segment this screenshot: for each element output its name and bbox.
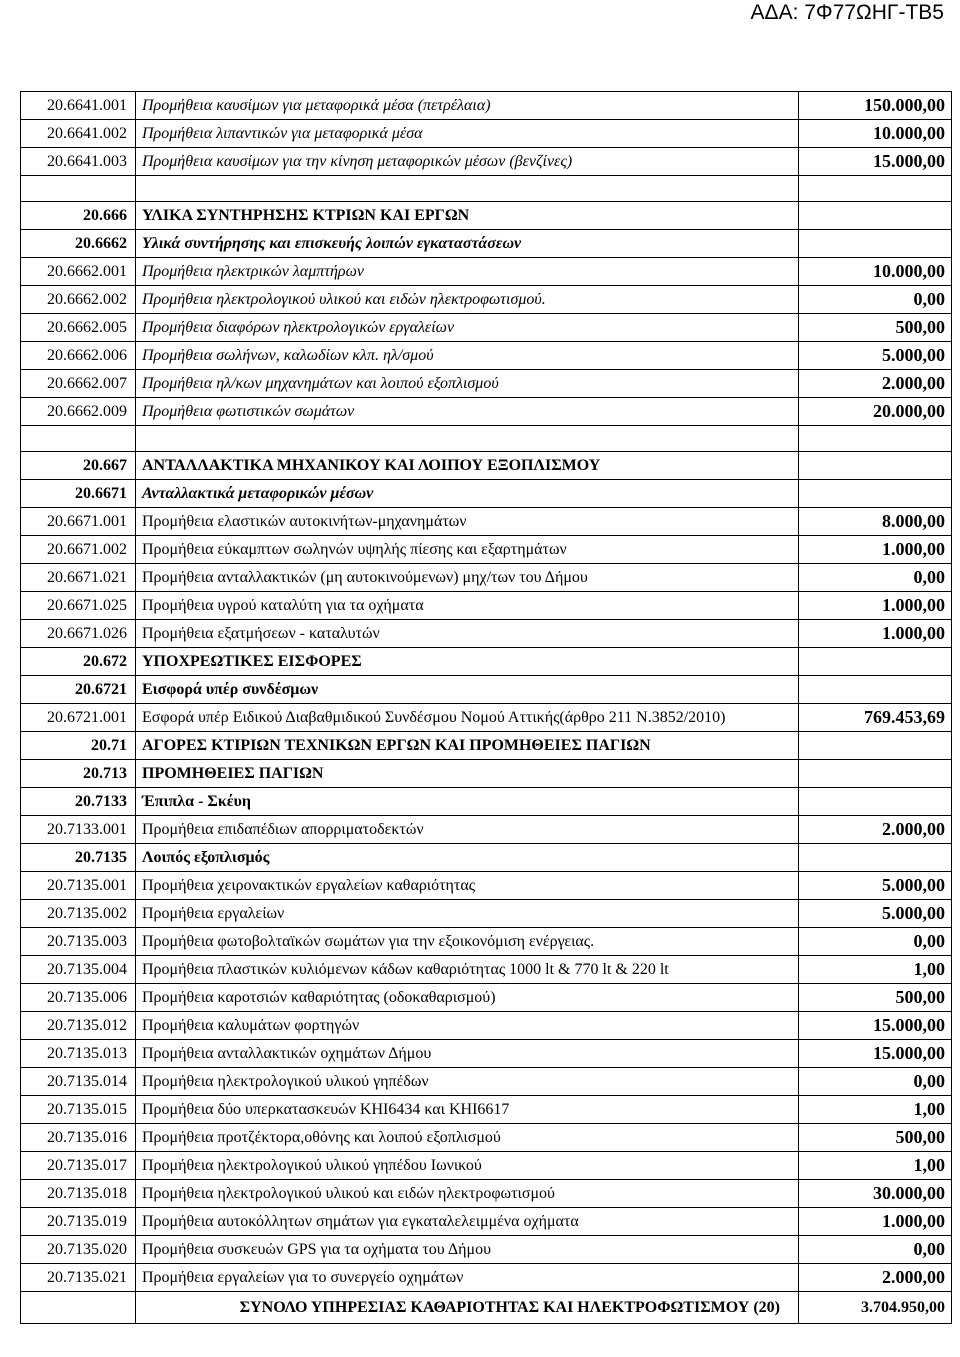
account-description: ΑΓΟΡΕΣ ΚΤΙΡΙΩΝ ΤΕΧΝΙΚΩΝ ΕΡΓΩΝ ΚΑΙ ΠΡΟΜΗΘΕΙΕΣ ΠΑΓΙΩΝ	[136, 732, 799, 760]
account-description: Προμήθεια ηλεκτρολογικού υλικού γηπέδου Ιωνικού	[136, 1152, 799, 1180]
spacer-row	[21, 426, 952, 452]
account-description: Προμήθεια ηλεκτρολογικού υλικού και ειδών ηλεκτροφωτισμού	[136, 1180, 799, 1208]
account-amount: 500,00	[799, 984, 952, 1012]
budget-row	[21, 258, 952, 286]
budget-row	[21, 480, 952, 508]
budget-row	[21, 1180, 952, 1208]
account-description: Προμήθεια ηλεκτρικών λαμπτήρων	[136, 258, 799, 286]
budget-table	[20, 91, 952, 1324]
account-code: 20.713	[21, 760, 136, 788]
account-amount: 0,00	[799, 1068, 952, 1096]
account-code: 20.6671.026	[21, 620, 136, 648]
account-code: 20.7133	[21, 788, 136, 816]
account-description: Εισφορά υπέρ συνδέσμων	[136, 676, 799, 704]
account-code: 20.7135.017	[21, 1152, 136, 1180]
account-description: Προμήθεια συσκευών GPS για τα οχήματα του Δήμου	[136, 1236, 799, 1264]
account-amount	[799, 202, 952, 230]
account-description: Προμήθεια φωτοβολταϊκών σωμάτων για την εξοικονόμιση ενέργειας.	[136, 928, 799, 956]
account-code: 20.7135.014	[21, 1068, 136, 1096]
account-code: 20.6671.001	[21, 508, 136, 536]
budget-row	[21, 1208, 952, 1236]
budget-row	[21, 620, 952, 648]
spacer-row	[21, 176, 952, 202]
budget-row	[21, 648, 952, 676]
account-code: 20.6641.002	[21, 120, 136, 148]
budget-row	[21, 704, 952, 732]
account-amount: 769.453,69	[799, 704, 952, 732]
budget-row	[21, 1040, 952, 1068]
account-amount: 1.000,00	[799, 620, 952, 648]
account-code: 20.7135.012	[21, 1012, 136, 1040]
budget-table-body	[21, 92, 952, 1324]
account-code: 20.7133.001	[21, 816, 136, 844]
account-code: 20.7135.002	[21, 900, 136, 928]
account-description: Προμήθεια εξατμήσεων - καταλυτών	[136, 620, 799, 648]
budget-row	[21, 398, 952, 426]
account-description	[136, 426, 799, 452]
account-code: 20.71	[21, 732, 136, 760]
account-description: Προμήθεια ηλεκτρολογικού υλικού και ειδών ηλεκτροφωτισμού.	[136, 286, 799, 314]
account-amount: 3.704.950,00	[799, 1292, 952, 1324]
account-amount	[799, 426, 952, 452]
budget-row	[21, 872, 952, 900]
account-code	[21, 176, 136, 202]
budget-row	[21, 1236, 952, 1264]
account-description: Προμήθεια φωτιστικών σωμάτων	[136, 398, 799, 426]
account-description	[136, 176, 799, 202]
budget-row	[21, 984, 952, 1012]
account-amount	[799, 452, 952, 480]
account-amount: 20.000,00	[799, 398, 952, 426]
account-code: 20.6641.003	[21, 148, 136, 176]
account-code: 20.6662	[21, 230, 136, 258]
account-code: 20.6721	[21, 676, 136, 704]
budget-row	[21, 816, 952, 844]
budget-row	[21, 956, 952, 984]
account-description: Λοιπός εξοπλισμός	[136, 844, 799, 872]
account-description: Προμήθεια καροτσιών καθαριότητας (οδοκαθαρισμού)	[136, 984, 799, 1012]
account-description: ΥΠΟΧΡΕΩΤΙΚΕΣ ΕΙΣΦΟΡΕΣ	[136, 648, 799, 676]
account-amount: 0,00	[799, 564, 952, 592]
account-amount	[799, 844, 952, 872]
account-code: 20.6662.009	[21, 398, 136, 426]
account-amount	[799, 760, 952, 788]
account-description: Προμήθεια ανταλλακτικών οχημάτων Δήμου	[136, 1040, 799, 1068]
budget-row	[21, 760, 952, 788]
account-description: Προμήθεια διαφόρων ηλεκτρολογικών εργαλείων	[136, 314, 799, 342]
budget-row	[21, 1012, 952, 1040]
budget-row	[21, 1096, 952, 1124]
account-description: Προμήθεια εργαλείων	[136, 900, 799, 928]
account-amount: 0,00	[799, 1236, 952, 1264]
account-code: 20.7135.001	[21, 872, 136, 900]
account-code: 20.667	[21, 452, 136, 480]
account-description: Προμήθεια εργαλείων για το συνεργείο οχημάτων	[136, 1264, 799, 1292]
budget-row	[21, 370, 952, 398]
account-code: 20.6721.001	[21, 704, 136, 732]
account-description: ΑΝΤΑΛΛΑΚΤΙΚΑ ΜΗΧΑΝΙΚΟΥ ΚΑΙ ΛΟΙΠΟΥ ΕΞΟΠΛΙΣΜΟΥ	[136, 452, 799, 480]
budget-row	[21, 508, 952, 536]
account-amount: 1.000,00	[799, 536, 952, 564]
account-amount: 0,00	[799, 928, 952, 956]
account-description: ΥΛΙΚΑ ΣΥΝΤΗΡΗΣΗΣ ΚΤΡΙΩΝ ΚΑΙ ΕΡΓΩΝ	[136, 202, 799, 230]
account-description: Προμήθεια σωλήνων, καλωδίων κλπ. ηλ/σμού	[136, 342, 799, 370]
budget-row	[21, 120, 952, 148]
budget-row	[21, 732, 952, 760]
budget-row	[21, 1068, 952, 1096]
account-amount: 5.000,00	[799, 900, 952, 928]
account-code: 20.6662.002	[21, 286, 136, 314]
account-amount: 15.000,00	[799, 1012, 952, 1040]
account-description: Ανταλλακτικά μεταφορικών μέσων	[136, 480, 799, 508]
account-description: Προμήθεια ηλ/κων μηχανημάτων και λοιπού εξοπλισμού	[136, 370, 799, 398]
account-description: ΣΥΝΟΛΟ ΥΠΗΡΕΣΙΑΣ ΚΑΘΑΡΙΟΤΗΤΑΣ ΚΑΙ ΗΛΕΚΤΡΟΦΩΤΙΣΜΟΥ (20)	[136, 1292, 799, 1324]
account-amount	[799, 480, 952, 508]
account-amount: 0,00	[799, 286, 952, 314]
account-amount	[799, 648, 952, 676]
account-description: Προμήθεια ανταλλακτικών (μη αυτοκινούμενων) μηχ/των του Δήμου	[136, 564, 799, 592]
account-code: 20.7135.020	[21, 1236, 136, 1264]
account-code: 20.7135.021	[21, 1264, 136, 1292]
budget-row	[21, 536, 952, 564]
account-amount: 10.000,00	[799, 120, 952, 148]
account-code: 20.672	[21, 648, 136, 676]
account-description: Προμήθεια αυτοκόλλητων σημάτων για εγκαταλελειμμένα οχήματα	[136, 1208, 799, 1236]
budget-row	[21, 788, 952, 816]
account-amount: 500,00	[799, 314, 952, 342]
account-code: 20.7135.006	[21, 984, 136, 1012]
account-description: Προμήθεια υγρού καταλύτη για τα οχήματα	[136, 592, 799, 620]
total-row	[21, 1292, 952, 1324]
account-amount	[799, 176, 952, 202]
account-code: 20.6671.025	[21, 592, 136, 620]
account-description: Προμήθεια καλυμάτων φορτηγών	[136, 1012, 799, 1040]
account-amount	[799, 230, 952, 258]
account-amount: 150.000,00	[799, 92, 952, 120]
account-amount: 5.000,00	[799, 872, 952, 900]
account-description: Εσφορά υπέρ Ειδικού Διαβαθμιδικού Συνδέσμου Νομού Αττικής(άρθρο 211 Ν.3852/2010)	[136, 704, 799, 732]
budget-row	[21, 564, 952, 592]
account-description: ΠΡΟΜΗΘΕΙΕΣ ΠΑΓΙΩΝ	[136, 760, 799, 788]
account-code: 20.7135.004	[21, 956, 136, 984]
account-amount: 15.000,00	[799, 1040, 952, 1068]
budget-row	[21, 592, 952, 620]
account-amount: 1.000,00	[799, 1208, 952, 1236]
account-code: 20.6662.005	[21, 314, 136, 342]
account-amount: 8.000,00	[799, 508, 952, 536]
budget-row	[21, 92, 952, 120]
account-amount: 2.000,00	[799, 370, 952, 398]
account-code: 20.6662.006	[21, 342, 136, 370]
budget-row	[21, 1152, 952, 1180]
account-amount: 1.000,00	[799, 592, 952, 620]
account-code: 20.6662.007	[21, 370, 136, 398]
account-amount	[799, 676, 952, 704]
account-code: 20.7135.019	[21, 1208, 136, 1236]
budget-row	[21, 314, 952, 342]
account-code: 20.7135.013	[21, 1040, 136, 1068]
budget-row	[21, 844, 952, 872]
account-description: Έπιπλα - Σκέυη	[136, 788, 799, 816]
budget-row	[21, 1264, 952, 1292]
account-description: Προμήθεια πλαστικών κυλιόμενων κάδων καθαριότητας 1000 lt & 770 lt & 220 lt	[136, 956, 799, 984]
account-description: Προμήθεια λιπαντικών για μεταφορικά μέσα	[136, 120, 799, 148]
account-amount: 5.000,00	[799, 342, 952, 370]
account-code: 20.7135.003	[21, 928, 136, 956]
account-description: Προμήθεια εύκαμπτων σωληνών υψηλής πίεσης και εξαρτημάτων	[136, 536, 799, 564]
ada-code: ΑΔΑ: 7Φ77ΩΗΓ-ΤΒ5	[750, 1, 944, 24]
budget-row	[21, 928, 952, 956]
account-amount: 30.000,00	[799, 1180, 952, 1208]
account-amount: 2.000,00	[799, 1264, 952, 1292]
account-amount: 500,00	[799, 1124, 952, 1152]
account-amount	[799, 788, 952, 816]
budget-row	[21, 1124, 952, 1152]
account-code	[21, 1292, 136, 1324]
account-description: Υλικά συντήρησης και επισκευής λοιπών εγκαταστάσεων	[136, 230, 799, 258]
account-description: Προμήθεια δύο υπερκατασκευών ΚΗΙ6434 και ΚΗΙ6617	[136, 1096, 799, 1124]
account-description: Προμήθεια χειρονακτικών εργαλείων καθαριότητας	[136, 872, 799, 900]
account-amount: 1,00	[799, 1096, 952, 1124]
account-code: 20.6641.001	[21, 92, 136, 120]
account-description: Προμήθεια ηλεκτρολογικού υλικού γηπέδων	[136, 1068, 799, 1096]
account-code: 20.7135.016	[21, 1124, 136, 1152]
account-description: Προμήθεια προτζέκτορα,οθόνης και λοιπού εξοπλισμού	[136, 1124, 799, 1152]
account-code: 20.6671	[21, 480, 136, 508]
account-code: 20.7135	[21, 844, 136, 872]
account-amount: 2.000,00	[799, 816, 952, 844]
account-code: 20.666	[21, 202, 136, 230]
account-amount: 10.000,00	[799, 258, 952, 286]
account-description: Προμήθεια ελαστικών αυτοκινήτων-μηχανημάτων	[136, 508, 799, 536]
budget-row	[21, 676, 952, 704]
account-code: 20.6662.001	[21, 258, 136, 286]
account-code	[21, 426, 136, 452]
budget-row	[21, 230, 952, 258]
account-code: 20.7135.015	[21, 1096, 136, 1124]
account-code: 20.7135.018	[21, 1180, 136, 1208]
account-description: Προμήθεια καυσίμων για την κίνηση μεταφορικών μέσων (βενζίνες)	[136, 148, 799, 176]
account-description: Προμήθεια επιδαπέδιων απορριματοδεκτών	[136, 816, 799, 844]
budget-row	[21, 342, 952, 370]
budget-row	[21, 202, 952, 230]
account-description: Προμήθεια καυσίμων για μεταφορικά μέσα (πετρέλαια)	[136, 92, 799, 120]
account-code: 20.6671.021	[21, 564, 136, 592]
account-amount: 1,00	[799, 1152, 952, 1180]
account-amount	[799, 732, 952, 760]
account-amount: 1,00	[799, 956, 952, 984]
budget-row	[21, 286, 952, 314]
budget-row	[21, 900, 952, 928]
budget-row	[21, 452, 952, 480]
account-amount: 15.000,00	[799, 148, 952, 176]
budget-row	[21, 148, 952, 176]
account-code: 20.6671.002	[21, 536, 136, 564]
